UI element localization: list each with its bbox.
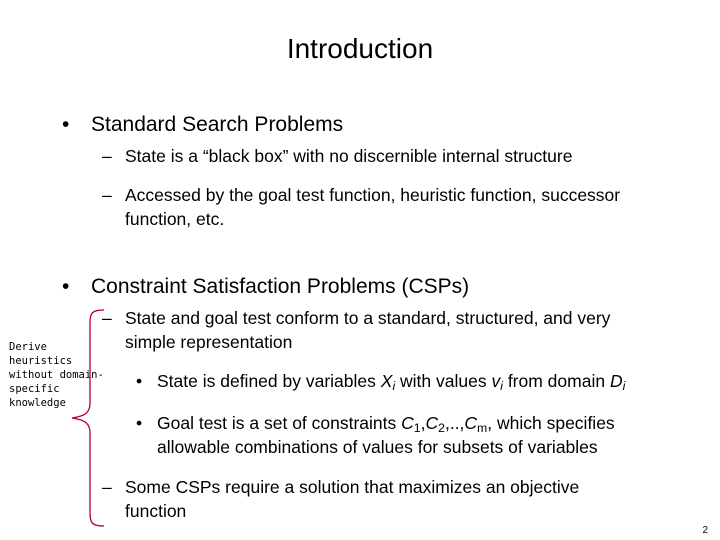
sub-bullet-accessed-by — [125, 183, 620, 231]
math-var: C — [425, 413, 439, 433]
sub-bullet-line: Accessed by the goal test function, heuristic function, successor — [125, 185, 621, 205]
math-var: C — [464, 413, 478, 433]
sub-bullet-line: Some CSPs require a solution that maximizes an objective — [125, 477, 580, 497]
sub-sub-bullet-state-defined — [157, 369, 625, 393]
bullet-csp: Constraint Satisfaction Problems (CSPs) — [91, 275, 470, 298]
side-note: Derive heuristics without domain-specific knowledge — [9, 341, 104, 409]
text-span: from domain — [502, 371, 610, 391]
math-var: v — [491, 371, 501, 391]
text-span: , which specifies — [487, 413, 615, 433]
slide-title: Introduction — [286, 33, 434, 64]
math-sub: 2 — [438, 421, 445, 436]
bullet-marker: • — [62, 275, 70, 298]
dash-marker: – — [102, 146, 112, 166]
text-span: ,.., — [444, 413, 465, 433]
dash-marker: – — [102, 477, 112, 497]
text-span: with values — [395, 371, 492, 391]
sub-bullet-line: State and goal test conform to a standard, structured, and very — [125, 308, 611, 328]
sub-bullet-state-goal — [125, 306, 610, 354]
sub-bullet-line: allowable combinations of values for subsets of variables — [157, 437, 598, 457]
math-sub: i — [392, 379, 396, 394]
math-sub: m — [477, 421, 488, 436]
math-sub: i — [622, 379, 626, 394]
curly-brace — [68, 308, 108, 528]
bullet-marker: • — [136, 371, 143, 391]
math-var: C — [401, 413, 414, 433]
dash-marker: – — [102, 185, 112, 205]
math-var: D — [609, 371, 623, 391]
sub-sub-bullet-goal-test — [157, 411, 615, 459]
dash-marker: – — [102, 308, 112, 328]
text-span: Goal test is a set of constraints — [157, 413, 402, 433]
page-number: 2 — [702, 525, 708, 536]
brace-path — [72, 310, 104, 526]
sub-bullet-line: function, etc. — [125, 209, 225, 229]
sub-bullet-objective — [125, 475, 579, 523]
sub-bullet-line: simple representation — [125, 332, 293, 352]
bullet-marker: • — [136, 413, 143, 433]
bullet-marker: • — [62, 113, 70, 136]
bullet-standard-search: Standard Search Problems — [91, 113, 344, 136]
sub-bullet-line: function — [125, 501, 187, 521]
text-span: , — [420, 413, 426, 433]
math-sub: i — [500, 379, 503, 394]
math-var: X — [380, 371, 393, 391]
math-sub: 1 — [413, 421, 421, 436]
text-span: State is defined by variables — [157, 371, 381, 391]
sub-bullet-black-box: State is a “black box” with no discernible internal structure — [125, 146, 573, 166]
